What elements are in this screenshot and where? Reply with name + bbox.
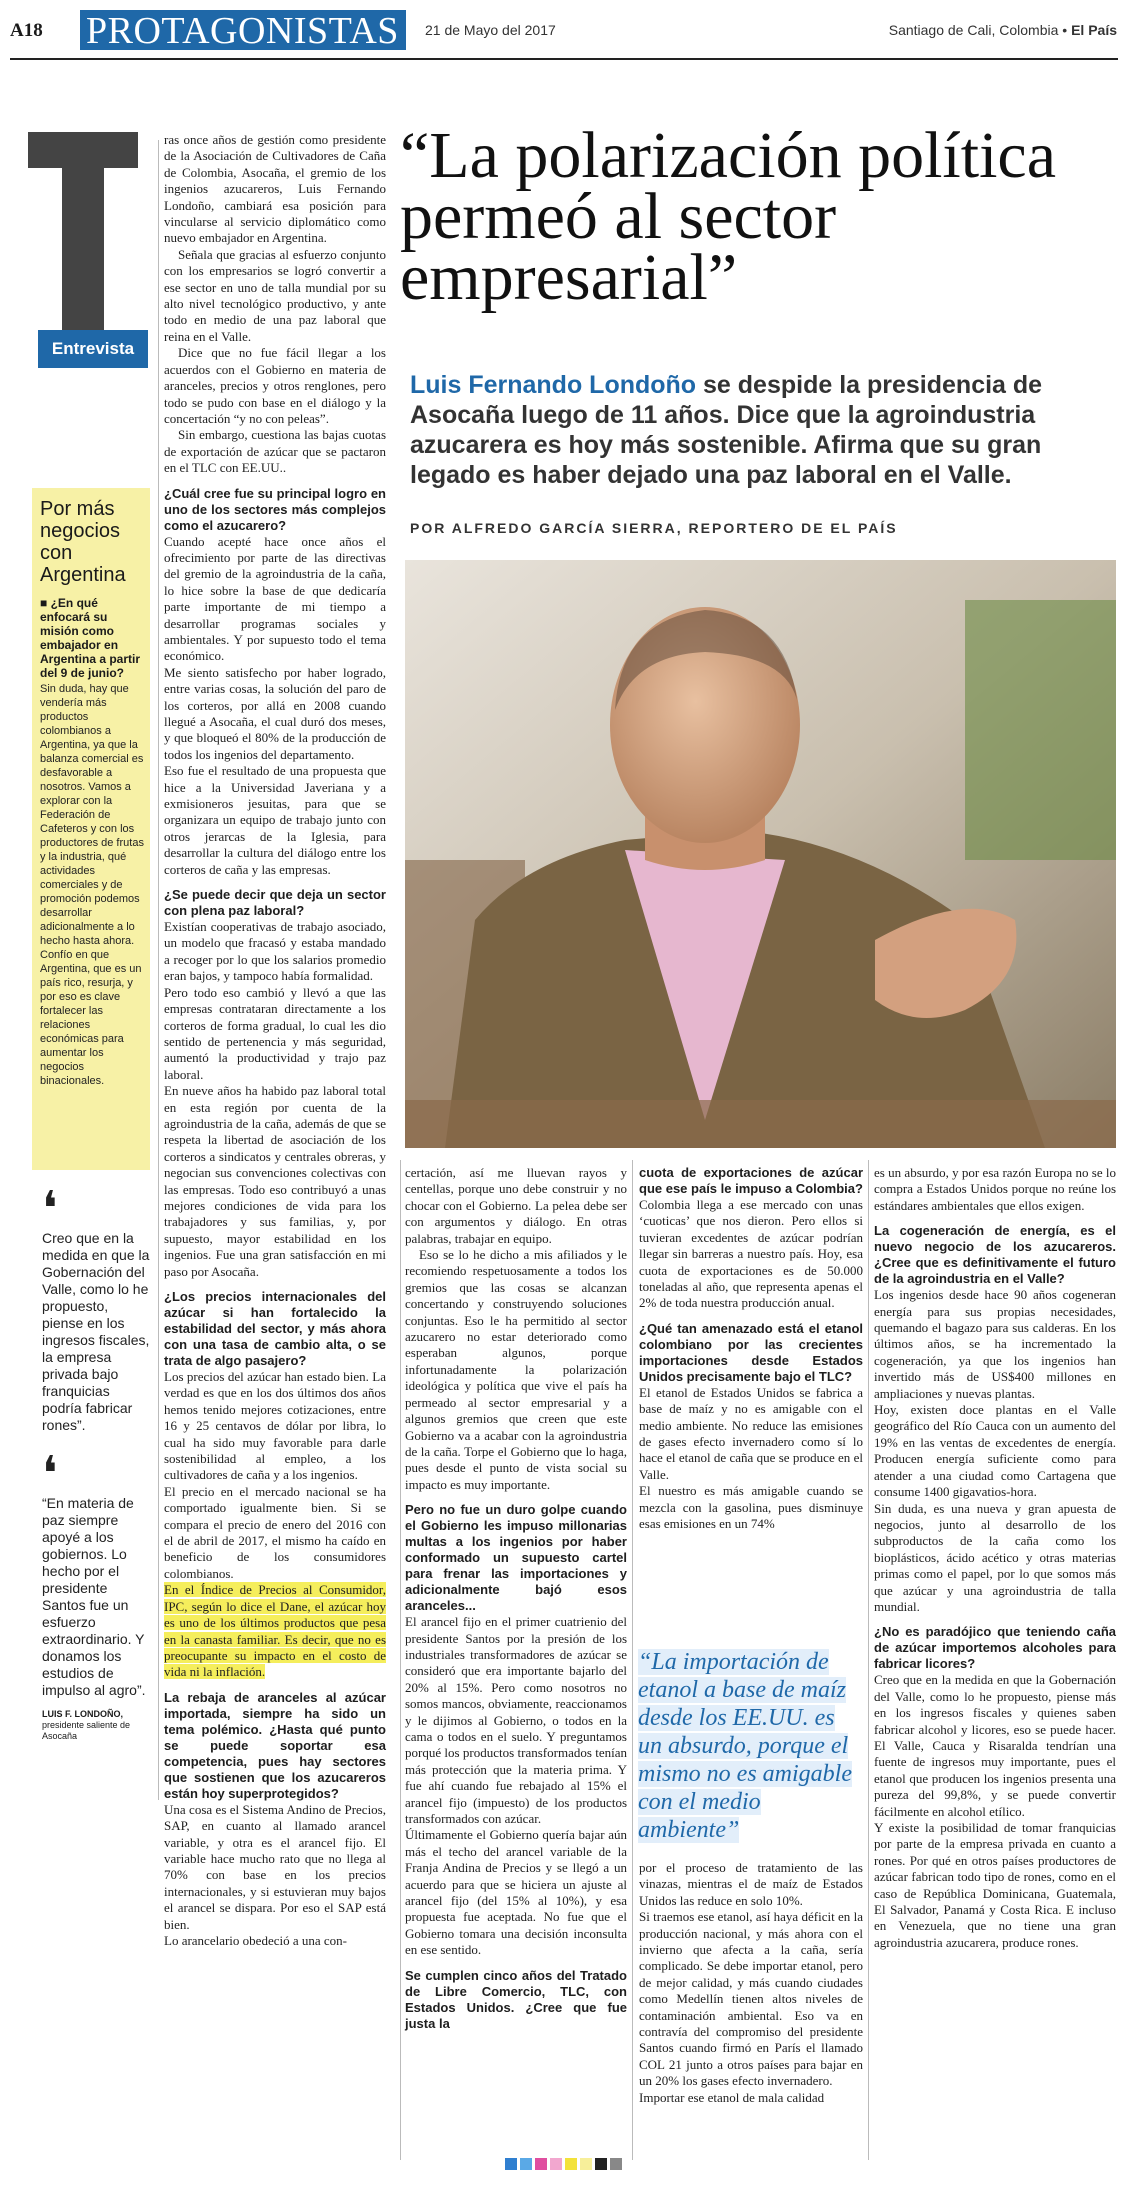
column-divider [632,1160,633,2160]
side-quote-text: “En materia de paz siempre apoyé a los gobiernos. Lo hecho por el presidente Santos fue un esfuerzo extraordinario. Y donamos los estudios de impulso al agro”. [42,1495,146,1698]
body-paragraph: Los precios del azúcar han estado bien. La verdad es que en los dos últimos dos años hemos tenido mejores cotizaciones, entre 16 y 25 centavos de dólar por libra, lo cual ha sido muy favorable para darle sostenibilidad al empleo, a los cultivadores de caña y a los ingenios. [164,1369,386,1483]
body-paragraph: certación, así me lluevan rayos y centellas, porque uno debe construir y no chocar con el Gobierno. La pelea debe ser con argumentos y diálogo. En otras palabras, trabajar en equipo. [405,1165,627,1246]
body-paragraph: Sin duda, es una nueva y gran apuesta de negocios, junto al desarrollo de los subproductos de la caña como los bioplásticos, ácido acético y otras materias primas como el papel, por lo que somos más que azúcar y una agroindustria de talla mundial. [874,1500,1116,1614]
body-paragraph: Los ingenios desde hace 90 años cogeneran energía para sus propias necesidades, quemando el bagazo para sus calderas. En los últimos años, se ha incrementado la cogeneración, ya que los ingenios han invertido más de US$400 millones en ampliaciones y nuevas plantas. [874,1287,1116,1401]
header-paper: El País [1071,22,1117,38]
highlighted-paragraph: En el Índice de Precios al Consumidor, IPC, según lo dice el Dane, el azúcar hoy es uno de los últimos productos que pesa en la canasta familiar. Es decir, que no es preocupante su impacto en el costo de vida ni la inflación. [164,1582,386,1680]
interview-question: ¿Los precios internacionales del azúcar si han fortalecido la estabilidad del sector, y más ahora con una tasa de cambio alta, o se trata de algo pasajero? [164,1289,386,1368]
interview-question: ¿No es paradójico que teniendo caña de azúcar importemos alcoholes para fabricar licores? [874,1624,1116,1672]
interview-question: La cogeneración de energía, es el nuevo negocio de los azucareros. ¿Cree que es definitivamente el futuro de la agroindustria en el Valle? [874,1223,1116,1287]
interview-question: ¿Cuál cree fue su principal logro en uno de los sectores más complejos como el azucarero? [164,485,386,533]
body-paragraph: Me siento satisfecho por haber logrado, entre varias cosas, la solución del paro de los corteros, por allá en 2008 cuando llegué a Asocaña, el cual duró dos meses, y que bloqueó el 80% de la producción de todos los ingenios del departamento. [164,664,386,762]
interview-question: Se cumplen cinco años del Tratado de Libre Comercio, TLC, con Estados Unidos. ¿Cree que fue justa la [405,1967,627,2031]
body-paragraph: El arancel fijo en el primer cuatrienio del presidente Santos por la presión de los industriales transformadores de azúcar se consideró que era importante bajarlo del 20% al 15%. Pero como nosotros no somos mancos, obviamente, reaccionamos y le dijimos al Gobierno, o todos en la cama o todos en el suelo. Y preguntamos porqué los productos transformados tenían más protección que la materia prima. Y fue ahí cuando fue rebajado al 15% el arancel fijo (impuesto) de los productos transformados con azúcar. [405,1614,627,1826]
pull-quote: “La importación de etanol a base de maíz desde los EE.UU. es un absurdo, porque el mismo no es amigable con el medio ambiente” [638,1649,852,1843]
column-divider [158,140,159,1800]
section-title: PROTAGONISTAS [80,10,406,50]
body-paragraph: Cuando acepté hace once años el ofrecimiento por parte de las directivas del gremio de la agroindustria de la caña, lo hice sobre la base de que dedicaría parte importante de mi tiempo a desarrollar programas sociales y ambientales. Y por supuesto todo el tema económico. [164,533,386,664]
header-rule [10,58,1118,60]
body-paragraph: El nuestro es más amigable cuando se mezcla con la gasolina, pues disminuye esas emisiones en un 74% [639,1483,863,1532]
drop-cap-t [28,132,138,354]
column-divider [400,1160,401,2160]
interview-question: ¿Se puede decir que deja un sector con plena paz laboral? [164,887,386,919]
print-color-bar [505,2157,625,2169]
body-paragraph: En nueve años ha habido paz laboral total en esta región por cuenta de la agroindustria de la caña, además de que se respeta la libertad de asociación de los corteros a sindicatos y centrales obreras, y negocian sus convenciones colectivas con las empresas. Todo eso contribuyó a unas mejores condiciones de vida para los trabajadores y sus familias, y, por supuesto, mayor estabilidad en los ingenios. Fue una gran satisfacción en mi paso por Asocaña. [164,1083,386,1279]
header-date: 21 de Mayo del 2017 [425,22,556,38]
body-paragraph: Dice que no fue fácil llegar a los acuerdos con el Gobierno en materia de aranceles, precios y otros renglones, pero todo se pudo con base en el diálogo y la concertación “y no con peleas”. [164,345,386,426]
page-number: A18 [10,20,43,41]
body-paragraph: Pero todo eso cambió y llevó a que las empresas contrataran directamente a los corteros de forma gradual, lo cual les dio sentido de pertenencia y más seguridad, aumentó la productividad y trajo paz laboral. [164,984,386,1082]
body-paragraph: El etanol de Estados Unidos se fabrica a base de maíz y no es amigable con el medio ambiente. No reduce las emisiones de gases efecto invernadero como sí lo hace el etanol de caña que se produce en el Valle. [639,1384,863,1482]
sidebar-title: Por más negocios con Argentina [40,498,126,586]
quote-mark-icon: ❛ [42,1448,58,1501]
side-quote-text: Creo que en la medida en que la Gobernación del Valle, como lo he propuesto, piense en los ingresos fiscales, la empresa privada bajo franquicias podría fabricar rones”. [42,1230,150,1433]
body-paragraph: Señala que gracias al esfuerzo conjunto con los empresarios se logró convertir a ese sector en uno de talla mundial por su alto nivel tecnológico productivo, y ante todo en medio de una paz laboral que reina en el Valle. [164,246,386,344]
headline: “La polarización política permeó al sector empresarial” [400,119,1057,314]
interview-question: La rebaja de aranceles al azúcar importada, siempre ha sido un tema polémico. ¿Hasta qué punto se puede soportar esa competencia, pues hay sectores que sostienen que los azucareros están hoy superprotegidos? [164,1689,386,1801]
interview-question: ¿Qué tan amenazado está el etanol colombiano por las crecientes importaciones desde Estados Unidos precisamente bajo el TLC? [639,1320,863,1384]
body-paragraph: Sin embargo, cuestiona las bajas cuotas de exportación de azúcar que se pactaron en el TLC con EE.UU.. [164,427,386,476]
sidebar-question: ■ ¿En qué enfocará su misión como embajador en Argentina a partir del 9 de junio? [40,596,141,680]
body-paragraph: Colombia llega a ese mercado con unas ‘cuoticas’ que nos dieron. Pero ellos si tuvieran excedentes de azúcar podrían llegar sin barreras a nuestro país. Hoy, esa cuota de exportaciones es de 50.000 toneladas al año, que representa apenas el 2% de toda nuestra producción anual. [639,1197,863,1311]
byline: POR ALFREDO GARCÍA SIERRA, REPORTERO DE EL PAÍS [410,520,898,536]
article-column-1 [164,132,386,1949]
portrait-photo [405,560,1116,1148]
quote-signature: LUIS F. LONDOÑO, presidente saliente de Asocaña [42,1709,131,1741]
article-column-2 [405,1165,627,2032]
side-quote-1 [42,1183,152,1434]
body-paragraph: Si traemos ese etanol, así haya déficit en la producción nacional, y más ahora con el invierno que afecta a la caña, sería complicado. Se debe importar etanol, pero de mejor calidad, y más cuando ciudades como Medellín tienen altos niveles de contaminación ambiental. Eso va en contravía del compromiso del presidente Santos cuando firmó en París el llamado COL 21 junto a otros países para bajar en un 20% los gases efecto invernadero. [639,1909,863,2089]
quote-mark-icon: ❛ [42,1183,58,1236]
deck-text: se despide la presidencia de Asocaña luego de 11 años. Dice que la agroindustria azucarera es hoy más sostenible. Afirma que su gran legado es haber dejado una paz laboral en el Valle. [410,371,1043,489]
body-paragraph: Eso se lo he dicho a mis afiliados y le recomiendo respetuosamente a todos los gremios que las cosas se alcanzan concertando y construyendo soluciones conjuntas. Eso le ha permitido al sector azucarero no estar deteriorado como esperaban algunos, porque infortunadamente la polarización ideológica y política que vive el país ha permeado al sector empresarial y a algunos gremios que creen que este Gobierno va a acabar con la agroindustria de la caña. Torpe el Gobierno que lo haga, pues desde el punto de vista social su impacto es muy importante. [405,1247,627,1492]
body-paragraph: Existían cooperativas de trabajo asociado, un modelo que fracasó y estaba mandado a recoger por lo que los salarios promedio eran bajos, y tampoco había formalidad. [164,919,386,984]
deck-name: Luis Fernando Londoño [410,371,697,399]
header-city: Santiago de Cali, Colombia • [888,22,1068,38]
article-column-3 [639,1165,863,1533]
body-paragraph: Una cosa es el Sistema Andino de Precios, SAP, en cuanto al llamado arancel variable, y otra es el arancel fijo. El variable hace mucho rato que no llega al 70% con base en los precios internacionales, y si estuvieran muy bajos el arancel se dispara. Por eso el SAP está bien. [164,1801,386,1932]
column-divider [868,1160,869,2160]
interview-question: Pero no fue un duro golpe cuando el Gobierno les impuso millonarias multas a los ingenios por haber conformado un supuesto cartel para frenar las importaciones y adicionalmente bajó esos aranceles... [405,1502,627,1614]
body-paragraph: Importar ese etanol de mala calidad [639,2089,825,2105]
side-quote-2 [42,1448,152,1742]
intro-paragraph: ras once años de gestión como presidente de la Asociación de Cultivadores de Caña de Colombia, Asocaña, el gremio de los ingenios azucareros, Luis Fernando Londoño, cambiará esa posición para vincularse al servicio diplomático como nuevo embajador en Argentina. [164,132,386,246]
body-paragraph: Creo que en la medida en que la Gobernación del Valle, como lo he propuesto, piense más en los ingresos fiscales y quienes saben fabricar alcohol y licores, eso se puede hacer. El Valle, Cauca y Risaralda tendrían una fuente de ingresos muy importante, pues el etanol que producen los ingenios presenta una pureza del 99,8%, y se puede convertir fácilmente en alcohol etílico. [874,1672,1116,1819]
body-paragraph: Lo arancelario obedeció a una con- [164,1932,347,1948]
body-paragraph: Y existe la posibilidad de tomar franquicias por parte de la empresa privada en cuanto a rones. Por qué en otros países productores de azúcar fabrican todo tipo de rones, como en el caso de República Dominicana, Guatemala, El Salvador, Panamá y Costa Rica. E incluso en Venezuela, que no tiene una gran agroindustria azucarera, produce rones. [874,1820,1116,1950]
body-paragraph: es un absurdo, y por esa razón Europa no se lo compra a Estados Unidos porque no reúne los estándares ambientales que ellos exigen. [874,1165,1116,1213]
deck [410,370,1115,490]
sidebar-box [32,488,150,1170]
body-paragraph: El precio en el mercado nacional se ha comportado igualmente bien. Si se compara el precio de enero del 2016 con el de abril de 2017, el mismo ha caído en beneficio de los consumidores colombianos. [164,1483,386,1581]
interview-question: cuota de exportaciones de azúcar que ese país le impuso a Colombia? [639,1165,863,1196]
interview-tag: Entrevista [38,330,148,368]
article-column-4 [874,1165,1116,1951]
body-paragraph: Hoy, existen doce plantas en el Valle geográfico del Río Cauca con un aumento del 19% en las ventas de excedentes de energía. Producen energía suficiente como para atender a una ciudad como Cartagena que consume 1400 gigavatios-hora. [874,1402,1116,1500]
body-paragraph: Últimamente el Gobierno quería bajar aún más el techo del arancel variable de la Franja Andina de Precios y se llegó a un acuerdo para que se hiciera un ajuste al arancel fijo (del 15% al 10%), y esa propuesta fue aceptada. No fue que el Gobierno tomara una decisión inconsulta en ese sentido. [405,1827,627,1958]
article-column-3-continued [639,1860,863,2106]
body-paragraph: Eso fue el resultado de una propuesta que hice a la Universidad Javeriana y a exmisioneros jesuitas, para que se organizara un equipo de trabajo junto con otros jerarcas de la Iglesia, para desarrollar la cultura del diálogo entre los corteros de caña y las empresas. [164,763,386,877]
header-place [889,22,1117,38]
sidebar-answer: Sin duda, hay que vendería más productos colombianos a Argentina, ya que la balanza comercial es desfavorable a nosotros. Vamos a explorar con la Federación de Cafeteros y con los productores de frutas y la industria, qué actividades comerciales y de promoción podemos desarrollar adicionalmente a lo hecho hasta ahora. Confío en que Argentina, que es un país rico, resurja, y por eso es clave fortalecer las relaciones económicas para aumentar los negocios binacionales. [40,683,144,1087]
body-paragraph: por el proceso de tratamiento de las vinazas, mientras el de maíz de Estados Unidos las reduce en solo 10%. [639,1860,863,1908]
